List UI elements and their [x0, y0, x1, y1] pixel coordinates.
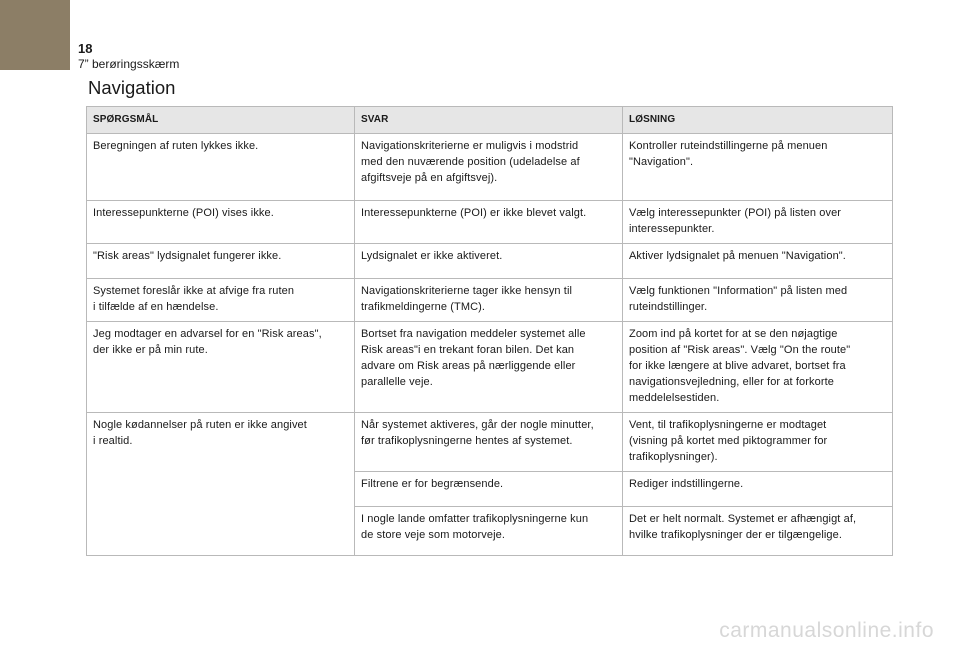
watermark-text: carmanualsonline.info [719, 619, 934, 642]
solution-cell: Aktiver lydsignalet på menuen "Navigation". [623, 244, 893, 279]
table-row [87, 413, 893, 472]
table-header-row [87, 107, 893, 134]
section-label: 7” berøringsskærm [78, 57, 180, 71]
answer-cell: Når systemet aktiveres, går der nogle minutter, før trafikoplysningerne hentes af systemet. [355, 413, 623, 472]
solution-cell: Vent, til trafikoplysningerne er modtaget (visning på kortet med piktogrammer for trafikoplysninger). [623, 413, 893, 472]
question-cell: "Risk areas" lydsignalet fungerer ikke. [87, 244, 355, 279]
page-title: Navigation [88, 77, 176, 98]
question-cell: Beregningen af ruten lykkes ikke. [87, 134, 355, 201]
answer-cell: Lydsignalet er ikke aktiveret. [355, 244, 623, 279]
question-cell: Interessepunkterne (POI) vises ikke. [87, 201, 355, 244]
column-header-solution: LØSNING [623, 107, 893, 134]
question-cell: Jeg modtager en advarsel for en "Risk areas", der ikke er på min rute. [87, 322, 355, 413]
table-row [87, 279, 893, 322]
solution-cell: Zoom ind på kortet for at se den nøjagtige position af "Risk areas". Vælg "On the route" for ikke længere at blive advaret, bortset fra navigationsvejledning, eller for at forkorte meddelelsestiden. [623, 322, 893, 413]
table-row [87, 134, 893, 201]
answer-cell: Navigationskriterierne er muligvis i modstrid med den nuværende position (udeladelse af afgiftsveje på en afgiftsvej). [355, 134, 623, 201]
page-number: 18 [78, 41, 93, 56]
table-row [87, 244, 893, 279]
solution-cell: Rediger indstillingerne. [623, 472, 893, 507]
answer-cell: Filtrene er for begrænsende. [355, 472, 623, 507]
table-row [87, 201, 893, 244]
column-header-question: SPØRGSMÅL [87, 107, 355, 134]
troubleshooting-table-container [86, 106, 892, 556]
question-cell: Systemet foreslår ikke at afvige fra ruten i tilfælde af en hændelse. [87, 279, 355, 322]
column-header-answer: SVAR [355, 107, 623, 134]
troubleshooting-table [86, 106, 893, 556]
answer-cell: Interessepunkterne (POI) er ikke blevet valgt. [355, 201, 623, 244]
corner-color-tab [0, 0, 70, 70]
question-cell: Nogle kødannelser på ruten er ikke angivet i realtid. [87, 413, 355, 556]
solution-cell: Vælg interessepunkter (POI) på listen over interessepunkter. [623, 201, 893, 244]
answer-cell: Navigationskriterierne tager ikke hensyn til trafikmeldingerne (TMC). [355, 279, 623, 322]
answer-cell: I nogle lande omfatter trafikoplysningerne kun de store veje som motorveje. [355, 507, 623, 556]
answer-cell: Bortset fra navigation meddeler systemet alle Risk areas"i en trekant foran bilen. Det kan advare om Risk areas på nærliggende eller parallelle veje. [355, 322, 623, 413]
solution-cell: Vælg funktionen "Information" på listen med ruteindstillinger. [623, 279, 893, 322]
solution-cell: Kontroller ruteindstillingerne på menuen "Navigation". [623, 134, 893, 201]
solution-cell: Det er helt normalt. Systemet er afhængigt af, hvilke trafikoplysninger der er tilgængelige. [623, 507, 893, 556]
table-row [87, 322, 893, 413]
